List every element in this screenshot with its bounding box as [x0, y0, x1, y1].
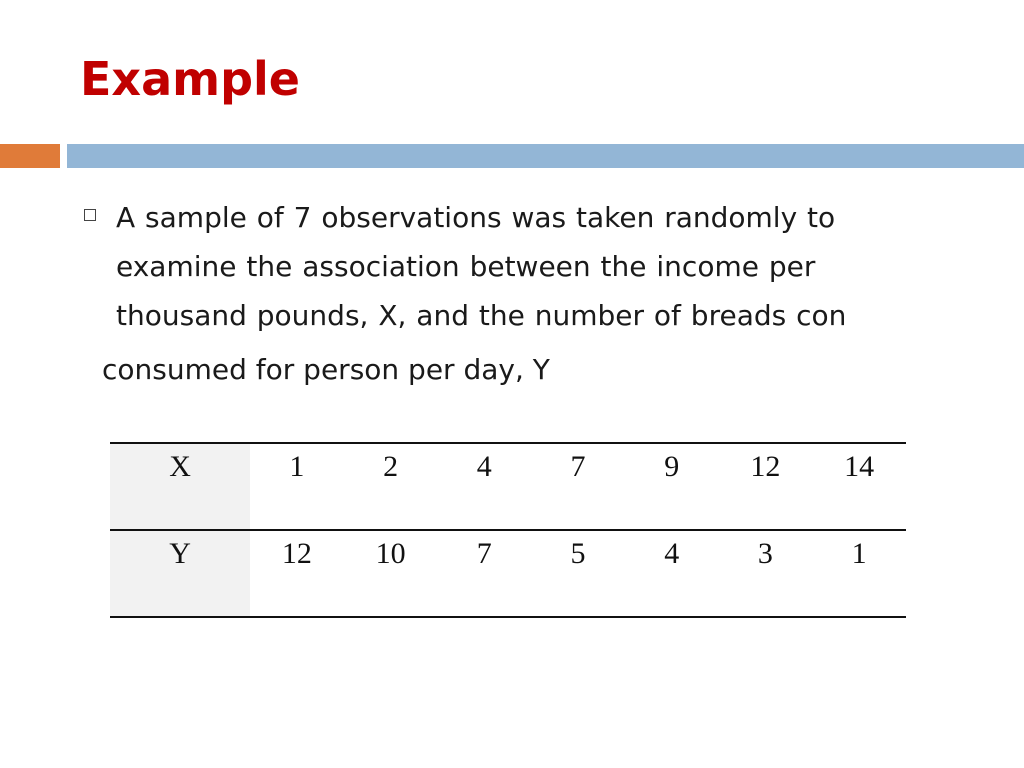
- data-table: [110, 442, 906, 618]
- table-cell: 14: [812, 443, 906, 530]
- bullet-text-line: examine the association between the income per: [116, 250, 816, 283]
- table-cell: 3: [719, 530, 813, 617]
- table-cell: 12: [250, 530, 344, 617]
- table-cell: 9: [625, 443, 719, 530]
- accent-bar-orange: [0, 144, 60, 168]
- table-row-y: [110, 530, 906, 617]
- table-cell: 10: [344, 530, 438, 617]
- table-cell: 12: [719, 443, 813, 530]
- row-header-x: X: [110, 443, 250, 530]
- accent-bar-blue: [67, 144, 1024, 168]
- table-row-x: [110, 443, 906, 530]
- bullet-text: [116, 193, 996, 340]
- table-cell: 4: [625, 530, 719, 617]
- table-cell: 7: [437, 530, 531, 617]
- row-header-y: Y: [110, 530, 250, 617]
- table-cell: 5: [531, 530, 625, 617]
- bullet-text-line: thousand pounds, X, and the number of breads con: [116, 299, 847, 332]
- bullet-text-line: A sample of 7 observations was taken randomly to: [116, 201, 836, 234]
- bullet-text-continuation: consumed for person per day, Y: [102, 353, 550, 386]
- table-cell: 7: [531, 443, 625, 530]
- slide-title: Example: [80, 52, 300, 106]
- table-cell: 1: [250, 443, 344, 530]
- table-cell: 4: [437, 443, 531, 530]
- hollow-square-bullet-icon: [84, 209, 96, 221]
- table-cell: 2: [344, 443, 438, 530]
- table-cell: 1: [812, 530, 906, 617]
